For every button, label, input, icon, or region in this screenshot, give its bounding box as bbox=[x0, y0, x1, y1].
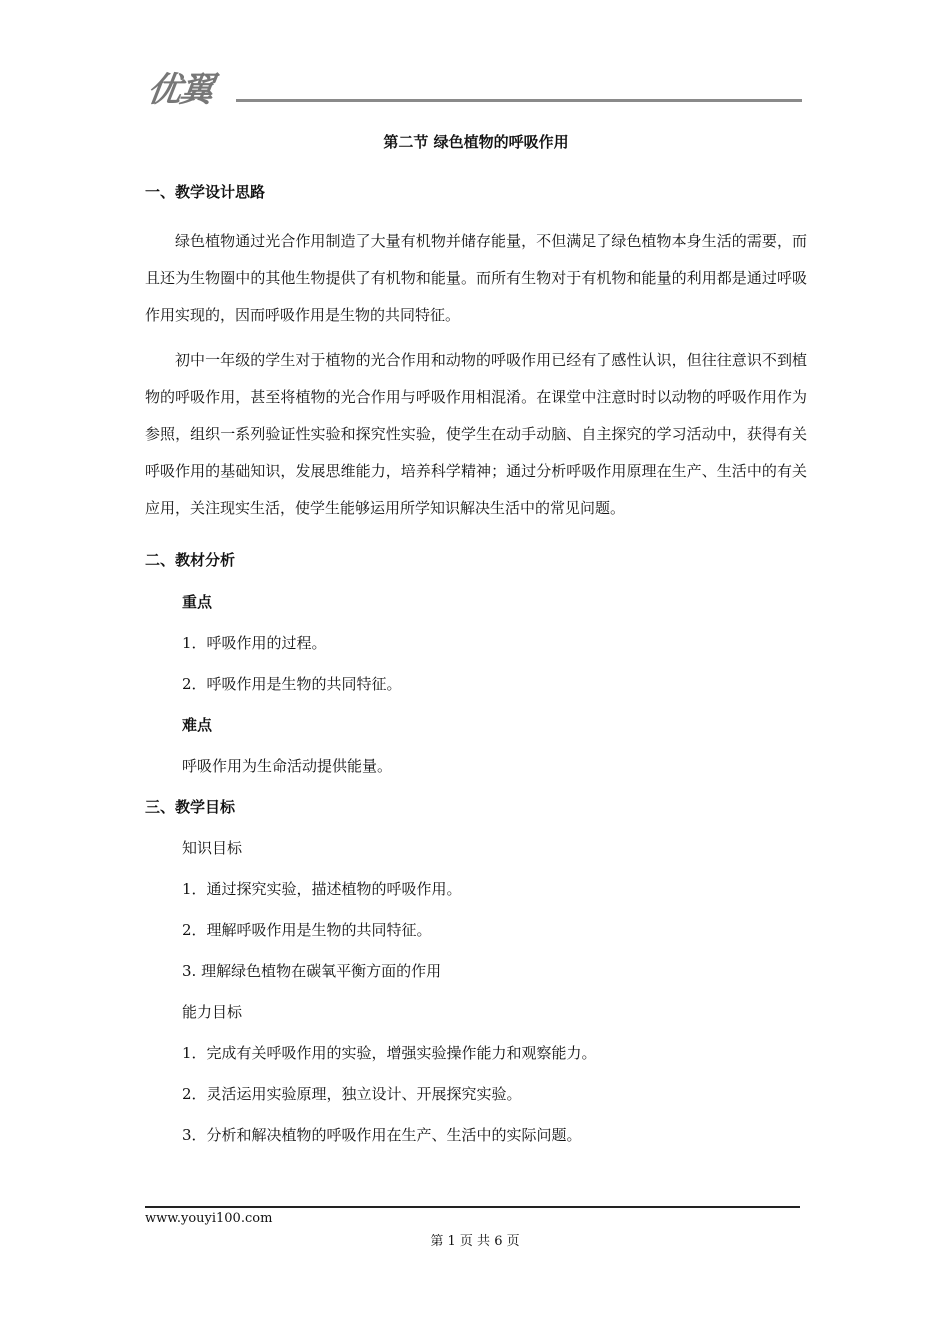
header-divider bbox=[236, 99, 802, 102]
list-item: 1．呼吸作用的过程。 bbox=[182, 634, 327, 652]
section-heading-design: 一、教学设计思路 bbox=[145, 183, 266, 201]
list-item: 1．通过探究实验，描述植物的呼吸作用。 bbox=[182, 880, 462, 898]
page-number: 第 1 页 共 6 页 bbox=[430, 1234, 520, 1249]
document-title: 第二节 绿色植物的呼吸作用 bbox=[383, 133, 569, 151]
list-item: 2．灵活运用实验原理，独立设计、开展探究实验。 bbox=[182, 1085, 522, 1103]
list-item: 3. 理解绿色植物在碳氧平衡方面的作用 bbox=[182, 962, 442, 980]
footer-divider bbox=[145, 1206, 800, 1208]
list-item: 2．呼吸作用是生物的共同特征。 bbox=[182, 675, 402, 693]
document-body bbox=[145, 124, 807, 1146]
brand-logo: 优翼 bbox=[144, 70, 215, 110]
section-heading-objectives: 三、教学目标 bbox=[145, 798, 236, 816]
knowledge-label: 知识目标 bbox=[182, 839, 243, 857]
key-points-label: 重点 bbox=[182, 593, 213, 611]
ability-label: 能力目标 bbox=[182, 1003, 243, 1021]
paragraph: 初中一年级的学生对于植物的光合作用和动物的呼吸作用已经有了感性认识，但往往意识不到植物的呼吸作用，甚至将植物的光合作用与呼吸作用相混淆。在课堂中注意时时以动物的呼吸作用作为参照，组织一系列验证性实验和探究性实验，使学生在动手动脑、自主探究的学习活动中，获得有关呼吸作用的基础知识，发展思维能力，培养科学精神；通过分析呼吸作用原理在生产、生活中的有关应用，关注现实生活，使学生能够运用所学知识解决生活中的常见问题。 bbox=[145, 351, 807, 517]
footer-url: www.youyi100.com bbox=[145, 1211, 273, 1226]
list-item: 3．分析和解决植物的呼吸作用在生产、生活中的实际问题。 bbox=[182, 1126, 582, 1144]
difficulty-label: 难点 bbox=[182, 716, 213, 734]
section-heading-analysis: 二、教材分析 bbox=[145, 551, 236, 569]
list-item: 1．完成有关呼吸作用的实验，增强实验操作能力和观察能力。 bbox=[182, 1044, 597, 1062]
paragraph: 绿色植物通过光合作用制造了大量有机物并储存能量，不但满足了绿色植物本身生活的需要，而且还为生物圈中的其他生物提供了有机物和能量。而所有生物对于有机物和能量的利用都是通过呼吸作用实现的，因而呼吸作用是生物的共同特征。 bbox=[145, 232, 807, 324]
list-item: 呼吸作用为生命活动提供能量。 bbox=[182, 757, 393, 775]
list-item: 2．理解呼吸作用是生物的共同特征。 bbox=[182, 921, 432, 939]
